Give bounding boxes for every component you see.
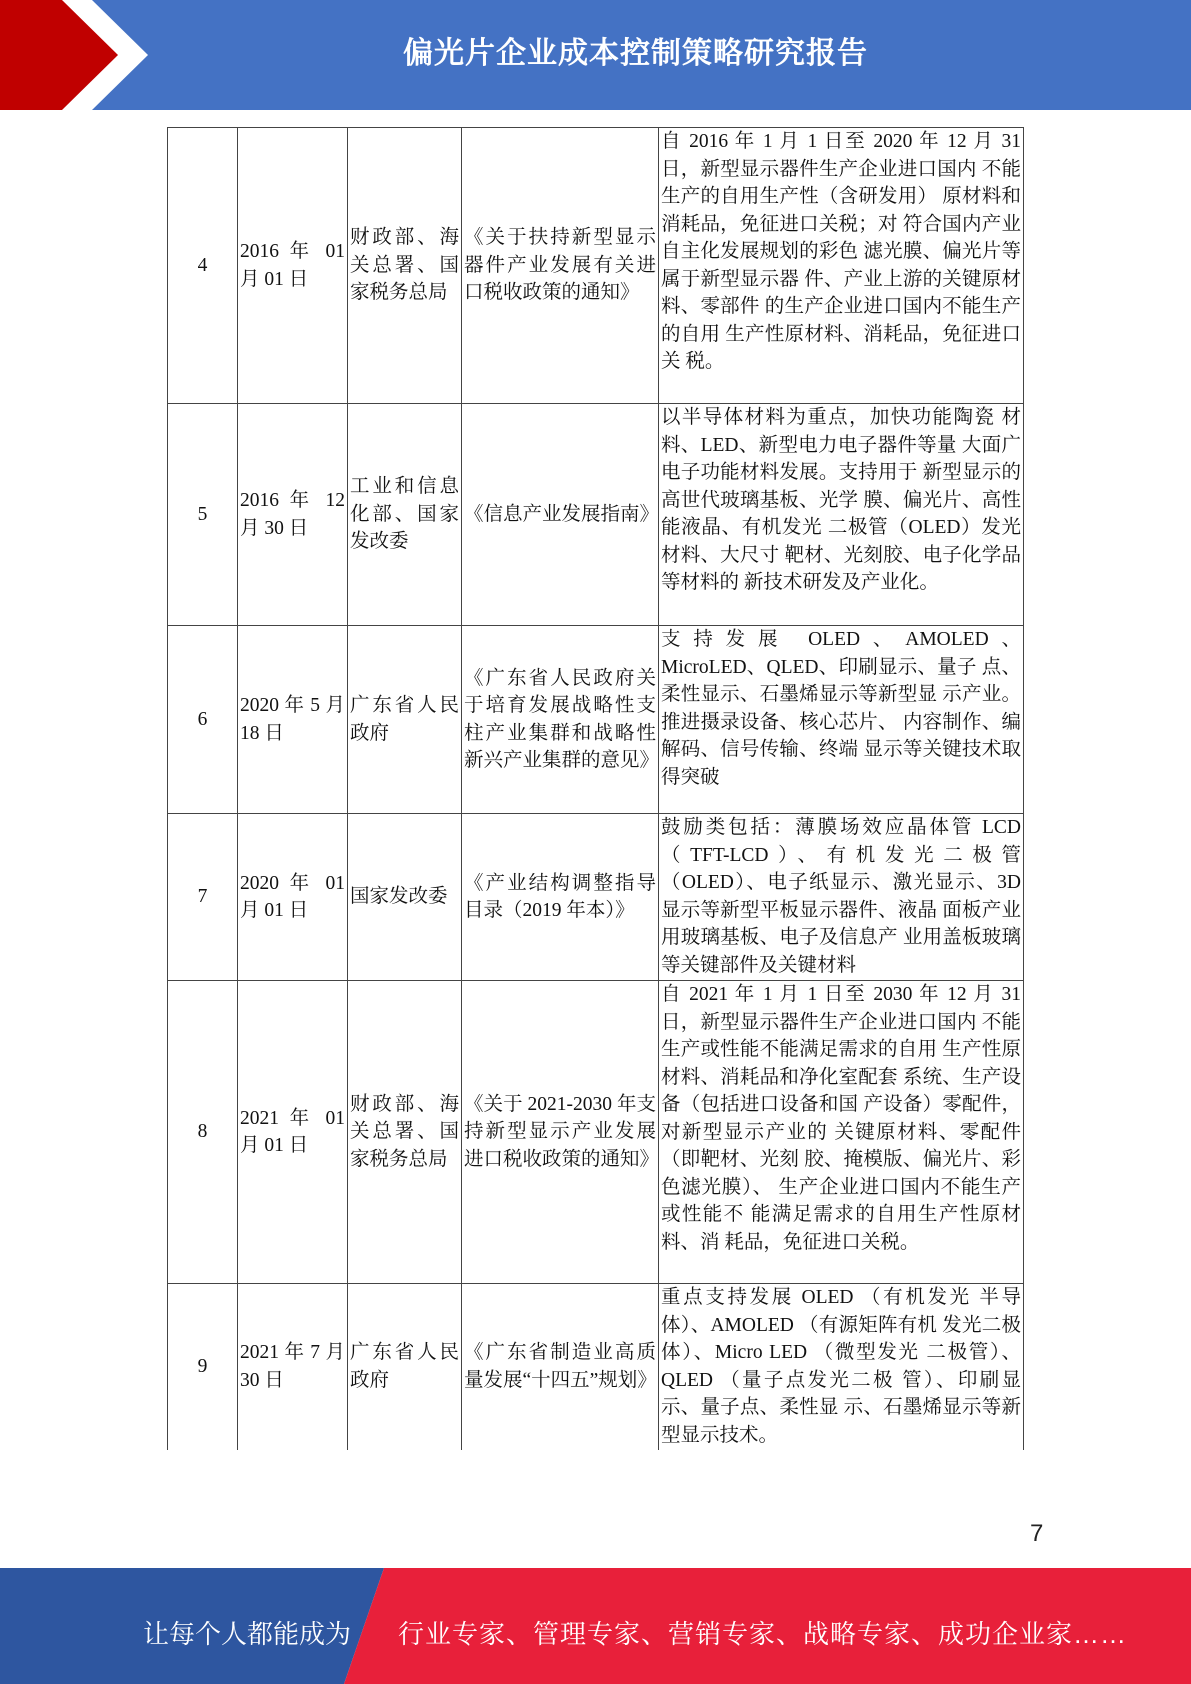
row-policy-content: 以半导体材料为重点，加快功能陶瓷 材料、LED、新型电力电子器件等量 大面广电子功能材料发展。支持用于 新型显示的高世代玻璃基板、光学 膜、偏光片、高性能液晶、有机发光 二极管（OLED）发光材料、大尺寸 靶材、光刻胶、电子化学品等材料的 新技术研发及产业化。 (659, 404, 1024, 626)
row-issuer: 广东省人民政府 (348, 626, 462, 814)
row-policy-title: 《信息产业发展指南》 (462, 404, 659, 626)
policy-table-container (167, 127, 1024, 1451)
row-issuer: 国家发改委 (348, 814, 462, 981)
row-policy-title: 《关于 2021-2030 年支持新型显示产业发展进口税收政策的通知》 (462, 981, 659, 1284)
row-date: 2020 年 5 月 18 日 (238, 626, 348, 814)
row-number: 5 (168, 404, 238, 626)
page-header (0, 0, 1191, 110)
policy-table (167, 127, 1024, 1450)
row-date: 2021 年 01 月 01 日 (238, 981, 348, 1284)
row-number: 7 (168, 814, 238, 981)
row-policy-content: 自 2021 年 1 月 1 日至 2030 年 12 月 31 日，新型显示器件生产企业进口国内 不能生产或性能不能满足需求的自用 生产性原材料、消耗品和净化室配套 系统、生产设备（包括进口设备和国 产设备）零配件，对新型显示产业的 关键原材料、零配件（即靶材、光刻 胶、掩模版、偏光片、彩色滤光膜）、 生产企业进口国内不能生产或性能不 能满足需求的自用生产性原材料、消 耗品，免征进口关税。 (659, 981, 1024, 1284)
footer-slogan-left: 让每个人都能成为 (143, 1619, 352, 1649)
row-policy-title: 《关于扶持新型显示器件产业发展有关进口税收政策的通知》 (462, 128, 659, 404)
row-date: 2020 年 01 月 01 日 (238, 814, 348, 981)
report-title: 偏光片企业成本控制策略研究报告 (403, 37, 868, 70)
row-number: 9 (168, 1284, 238, 1450)
row-date: 2016 年 01 月 01 日 (238, 128, 348, 404)
row-date: 2016 年 12 月 30 日 (238, 404, 348, 626)
table-row (168, 1284, 1024, 1450)
page-number: 7 (1030, 1520, 1044, 1547)
row-policy-content: 自 2016 年 1 月 1 日至 2020 年 12 月 31 日，新型显示器件生产企业进口国内 不能生产的自用生产性（含研发用） 原材料和消耗品，免征进口关税；对 符合国内产业自主化发展规划的彩色 滤光膜、偏光片等属于新型显示器 件、产业上游的关键原材料、零部件 的生产企业进口国内不能生产的自用 生产性原材料、消耗品，免征进口关 税。 (659, 128, 1024, 404)
row-number: 6 (168, 626, 238, 814)
row-policy-title: 《广东省人民政府关于培育发展战略性支柱产业集群和战略性新兴产业集群的意见》 (462, 626, 659, 814)
row-policy-content: 重点支持发展 OLED （有机发光 半导体）、AMOLED （有源矩阵有机 发光二极体）、Micro LED （微型发光 二极管）、QLED （量子点发光二极 管）、印刷显示、量子点、柔性显 示、石墨烯显示等新型显示技术。 (659, 1284, 1024, 1450)
row-policy-content: 支持发展 OLED、AMOLED、MicroLED、QLED、印刷显示、量子 点、柔性显示、石墨烯显示等新型显 示产业。推进摄录设备、核心芯片、 内容制作、编解码、信号传输、终端 显示等关键技术取得突破 (659, 626, 1024, 814)
table-row (168, 128, 1024, 404)
row-issuer: 财政部、海关总署、国家税务总局 (348, 128, 462, 404)
row-policy-content: 鼓励类包括：薄膜场效应晶体管 LCD（TFT-LCD）、有机发光二极管（OLED）、电子纸显示、激光显示、3D 显示等新型平板显示器件、液晶 面板产业用玻璃基板、电子及信息产 业用盖板玻璃等关键部件及关键材料 (659, 814, 1024, 981)
row-number: 4 (168, 128, 238, 404)
row-number: 8 (168, 981, 238, 1284)
table-row (168, 404, 1024, 626)
row-issuer: 财政部、海关总署、国家税务总局 (348, 981, 462, 1284)
table-row (168, 626, 1024, 814)
row-issuer: 广东省人民政府 (348, 1284, 462, 1450)
footer-slogan-right: 行业专家、管理专家、营销专家、战略专家、成功企业家…… (398, 1619, 1128, 1649)
row-policy-title: 《产业结构调整指导目录（2019 年本）》 (462, 814, 659, 981)
row-issuer: 工业和信息化部、国家发改委 (348, 404, 462, 626)
row-policy-title: 《广东省制造业高质量发展“十四五”规划》 (462, 1284, 659, 1450)
row-date: 2021 年 7 月 30 日 (238, 1284, 348, 1450)
table-row (168, 981, 1024, 1284)
table-row (168, 814, 1024, 981)
